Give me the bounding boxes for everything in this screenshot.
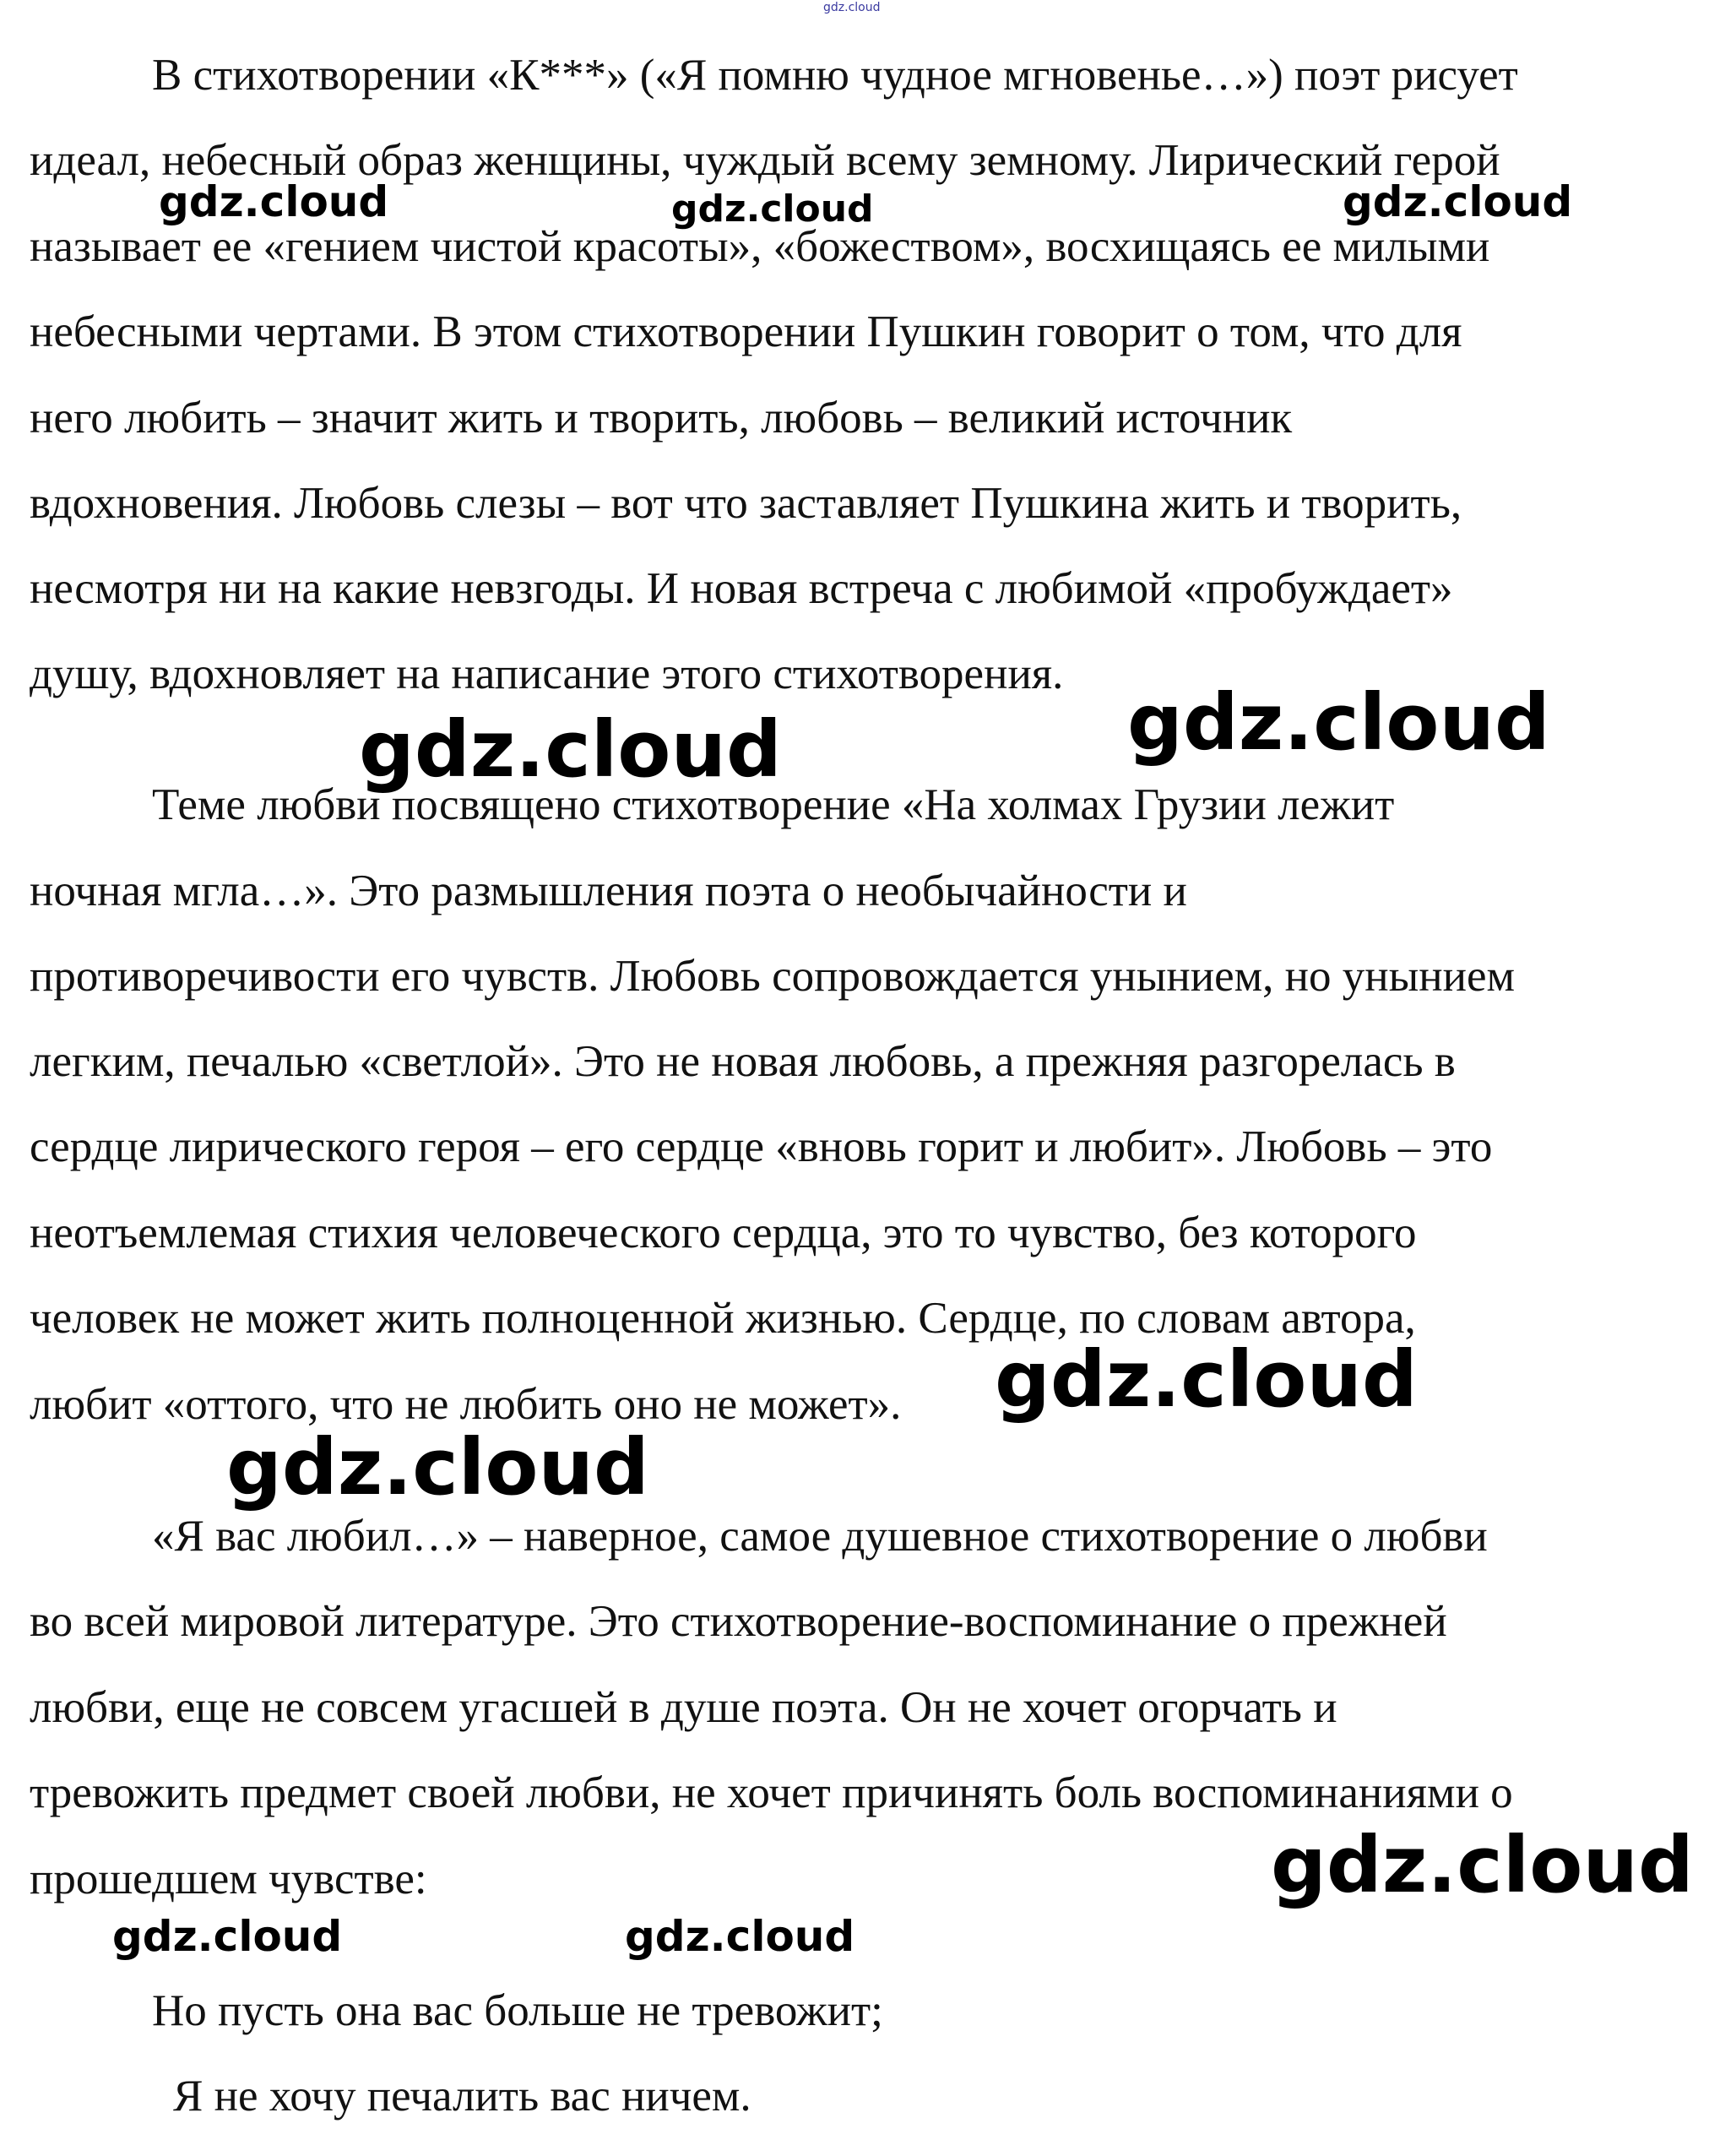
text-line: прошедшем чувстве: bbox=[30, 1855, 427, 1903]
text-line: во всей мировой литературе. Это стихотворение-воспоминание о прежней bbox=[30, 1597, 1447, 1646]
text-line: неотъемлемая стихия человеческого сердца, это то чувство, без которого bbox=[30, 1208, 1417, 1257]
watermark-logo: gdz.cloud bbox=[1127, 677, 1550, 768]
text-line: ночная мгла…». Это размышления поэта о необычайности и bbox=[30, 866, 1187, 915]
watermark-logo: gdz.cloud bbox=[1271, 1820, 1694, 1910]
watermark-logo: gdz.cloud bbox=[359, 704, 782, 795]
poem-line: Но пусть она вас больше не тревожит; bbox=[152, 1986, 883, 2035]
watermark-logo: gdz.cloud bbox=[159, 177, 389, 226]
text-line: сердце лирического героя – его сердце «вновь горит и любит». Любовь – это bbox=[30, 1122, 1493, 1171]
text-line: небесными чертами. В этом стихотворении Пушкин говорит о том, что для bbox=[30, 307, 1462, 356]
text-line: человек не может жить полноценной жизнью. Сердце, по словам автора, bbox=[30, 1294, 1416, 1343]
text-line: любви, еще не совсем угасшей в душе поэта. Он не хочет огорчать и bbox=[30, 1683, 1337, 1732]
text-line: душу, вдохновляет на написание этого стихотворения. bbox=[30, 649, 1064, 698]
text-line: идеал, небесный образ женщины, чуждый всему земному. Лирический герой bbox=[30, 136, 1500, 185]
text-line: называет ее «гением чистой красоты», «божеством», восхищаясь ее милыми bbox=[30, 222, 1490, 271]
text-line: противоречивости его чувств. Любовь сопровождается унынием, но унынием bbox=[30, 952, 1516, 1001]
watermark-logo: gdz.cloud bbox=[625, 1912, 855, 1961]
watermark-logo: gdz.cloud bbox=[1343, 177, 1573, 226]
text-line: несмотря ни на какие невзгоды. И новая встреча с любимой «пробуждает» bbox=[30, 564, 1453, 613]
text-line: вдохновения. Любовь слезы – вот что заставляет Пушкина жить и творить, bbox=[30, 479, 1462, 528]
text-line: него любить – значит жить и творить, любовь – великий источник bbox=[30, 394, 1293, 443]
watermark-logo: gdz.cloud bbox=[226, 1422, 649, 1512]
poem-line: Я не хочу печалить вас ничем. bbox=[173, 2072, 751, 2121]
watermark-logo: gdz.cloud bbox=[671, 187, 874, 231]
watermark-logo: gdz.cloud bbox=[995, 1334, 1418, 1425]
text-line: легким, печалью «светлой». Это не новая любовь, а прежняя разгорелась в bbox=[30, 1037, 1456, 1086]
text-line: тревожить предмет своей любви, не хочет причинять боль воспоминаниями о bbox=[30, 1768, 1513, 1817]
text-line: любит «оттого, что не любить оно не может». bbox=[30, 1380, 902, 1429]
header-watermark: gdz.cloud bbox=[823, 1, 881, 14]
text-line: В стихотворении «К***» («Я помню чудное мгновенье…») поэт рисует bbox=[152, 51, 1518, 100]
text-line: Теме любви посвящено стихотворение «На холмах Грузии лежит bbox=[152, 780, 1395, 829]
watermark-logo: gdz.cloud bbox=[112, 1912, 343, 1961]
text-line: «Я вас любил…» – наверное, самое душевное стихотворение о любви bbox=[152, 1512, 1488, 1561]
